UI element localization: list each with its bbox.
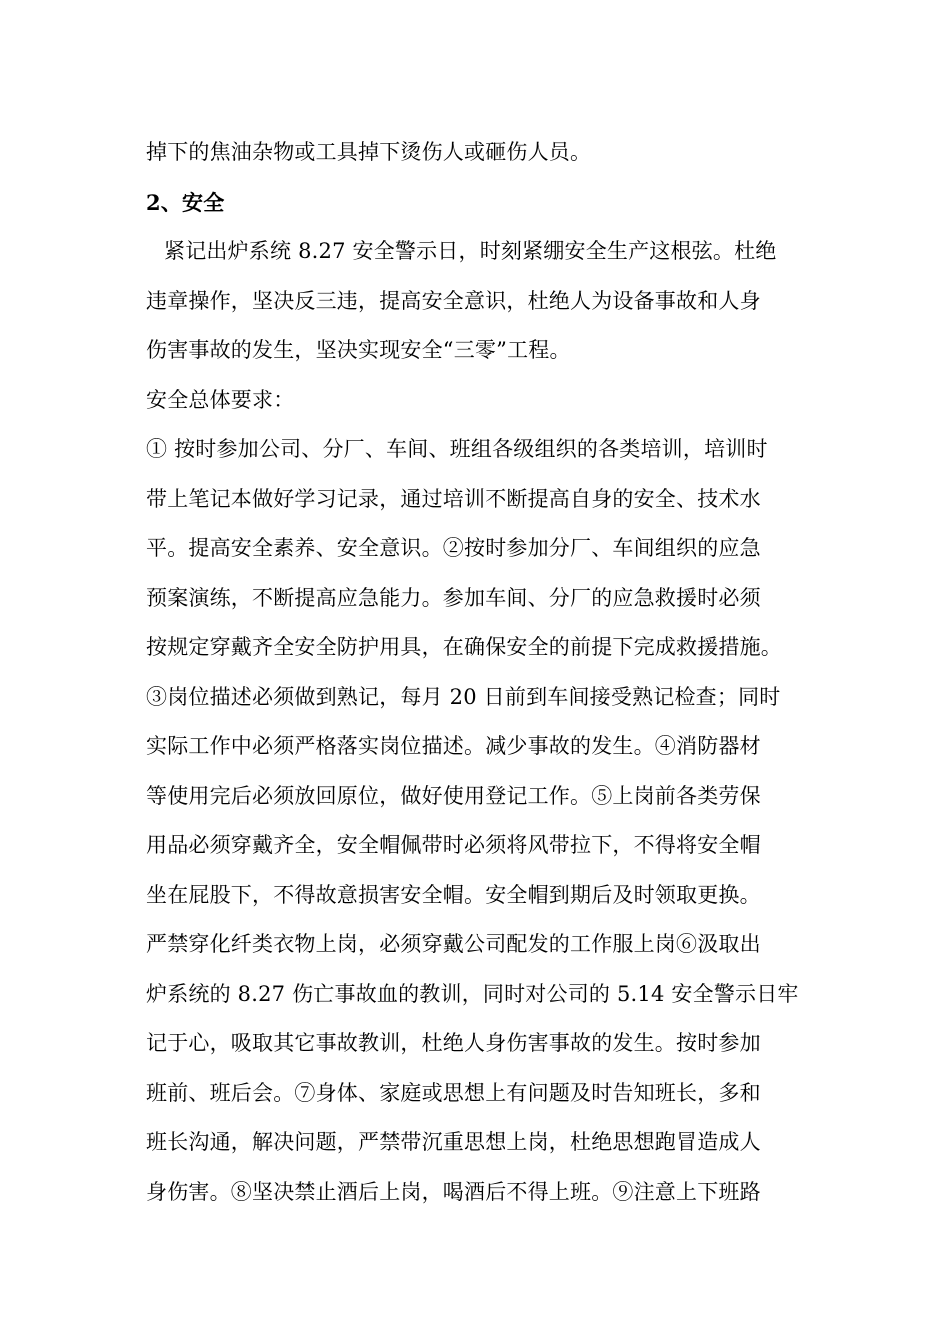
text-line: 违章操作，坚决反三违，提高安全意识，杜绝人为设备事故和人身 [146,288,761,313]
section-heading: 2、安全 [146,189,225,215]
text-line: 紧记出炉系统 8.27 安全警示日，时刻紧绷安全生产这根弦。杜绝 [164,239,777,263]
text-line: 身伤害。⑧坚决禁止酒后上岗，喝酒后不得上班。⑨注意上下班路 [146,1179,761,1204]
text-line: 班长沟通，解决问题，严禁带沉重思想上岗，杜绝思想跑冒造成人 [146,1130,761,1154]
subheading: 安全总体要求： [146,387,295,412]
text-line: 记于心，吸取其它事故教训，杜绝人身伤害事故的发生。按时参加 [146,1031,761,1055]
text-line: 严禁穿化纤类衣物上岗，必须穿戴公司配发的工作服上岗⑥汲取出 [146,932,761,956]
document-body [146,128,816,1217]
text-line: 实际工作中必须严格落实岗位描述。减少事故的发生。④消防器材 [146,734,761,758]
text-line: 用品必须穿戴齐全，安全帽佩带时必须将风带拉下，不得将安全帽 [146,833,761,857]
text-line: 伤害事故的发生，坚决实现安全“三零”工程。 [146,338,571,362]
text-line: ③岗位描述必须做到熟记，每月 20 日前到车间接受熟记检查；同时 [146,684,781,709]
text-line: 按规定穿戴齐全安全防护用具，在确保安全的前提下完成救援措施。 [146,635,782,659]
text-line: 掉下的焦油杂物或工具掉下烫伤人或砸伤人员。 [146,140,592,164]
text-line: 炉系统的 8.27 伤亡事故血的教训，同时对公司的 5.14 安全警示日牢 [146,981,799,1006]
text-line: 带上笔记本做好学习记录，通过培训不断提高自身的安全、技术水 [146,486,761,511]
text-line: 平。提高安全素养、安全意识。②按时参加分厂、车间组织的应急 [146,536,761,560]
text-line: 坐在屁股下，不得故意损害安全帽。安全帽到期后及时领取更换。 [146,882,761,907]
text-line: ① 按时参加公司、分厂、车间、班组各级组织的各类培训，培训时 [146,437,768,461]
text-line: 班前、班后会。⑦身体、家庭或思想上有问题及时告知班长，多和 [146,1080,761,1105]
text-line: 等使用完后必须放回原位，做好使用登记工作。⑤上岗前各类劳保 [146,783,761,808]
text-line: 预案演练，不断提高应急能力。参加车间、分厂的应急救援时必须 [146,585,761,610]
